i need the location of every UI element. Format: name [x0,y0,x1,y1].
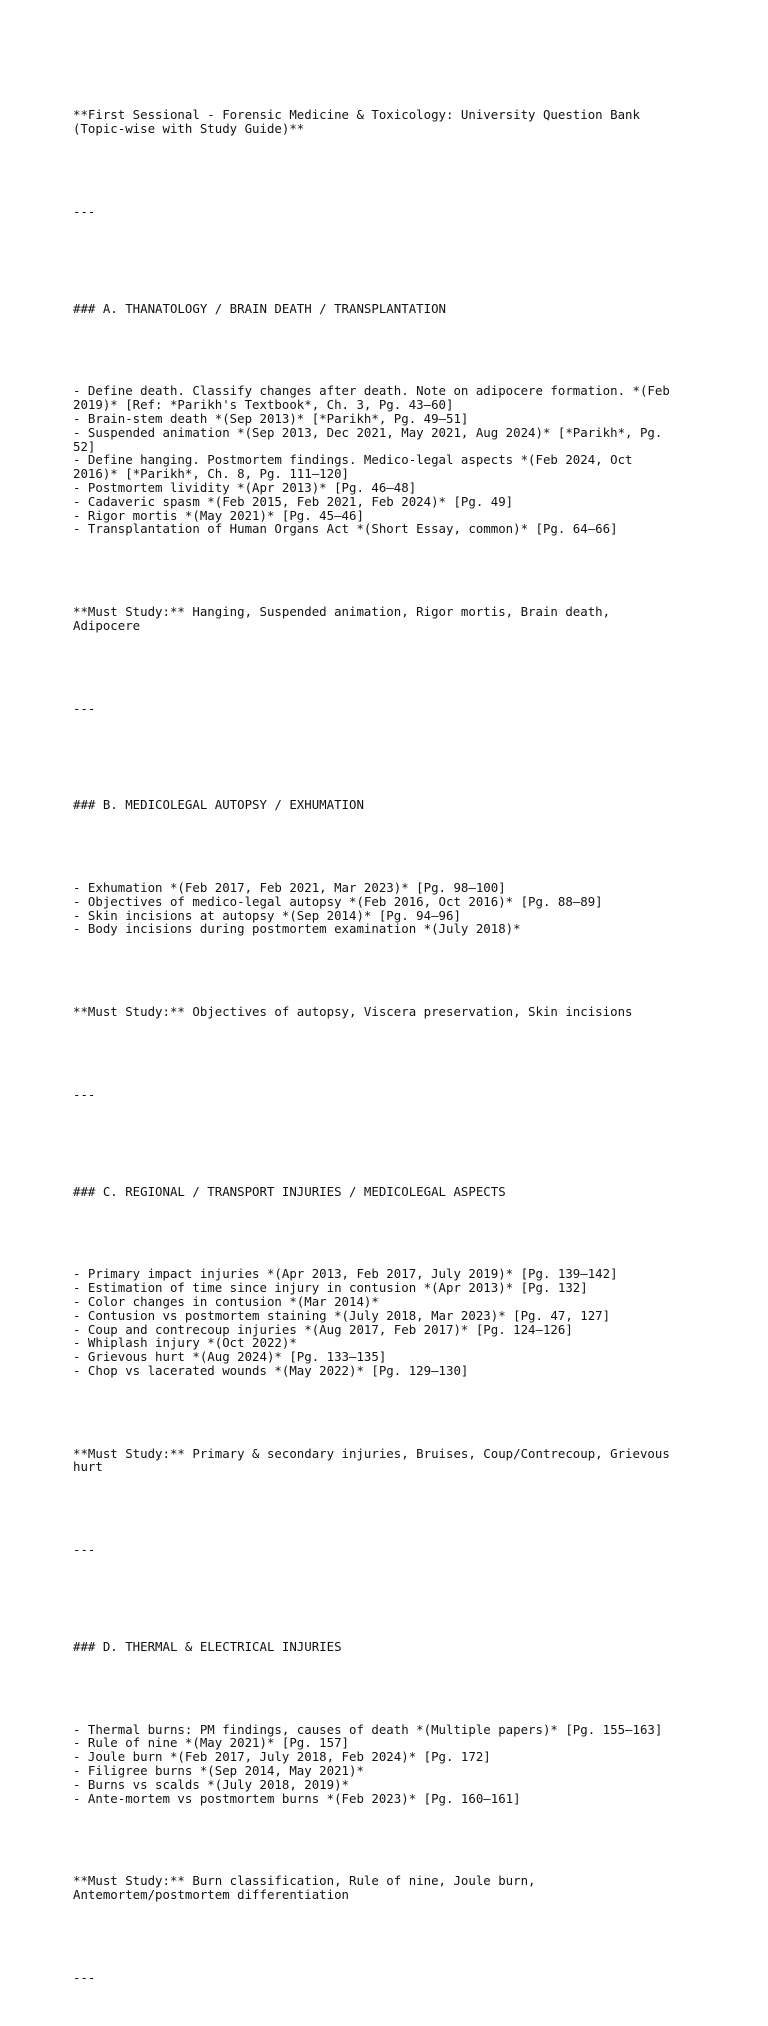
blank-line [73,164,728,178]
must-study-d: **Must Study:** Burn classification, Rule of nine, Joule burn, Antemortem/postmortem differentiation [73,1873,536,1903]
must-study-b: **Must Study:** Objectives of autopsy, Viscera preservation, Skin incisions [73,1004,633,1020]
blank-line [73,1585,728,1599]
blank-line [73,1930,728,1944]
separator: --- [73,1969,96,1985]
blank-line [73,1833,728,1847]
blank-line [73,1681,728,1695]
section-items-c: - Primary impact injuries *(Apr 2013, Feb 2017, July 2019)* [Pg. 139–142] - Estimation of time since injury in contusion *(Apr 2013)* [Pg. 132] - Color changes in contusion *(Mar 2014)* - Contusion vs postmortem staining *(July 2018, Mar 2023)* [Pg. 47, 127] - Coup and contrecoup injuries *(Aug 2017, Feb 2017)* [Pg. 124–126] - Whiplash injury *(Oct 2022)* - Grievous hurt *(Aug 2024)* [Pg. 133–135] - Chop vs lacerated wounds *(May 2022)* [Pg. 129–130] [73,1266,618,1378]
section-heading-c: ### C. REGIONAL / TRANSPORT INJURIES / MEDICOLEGAL ASPECTS [73,1183,506,1199]
section-heading-d: ### D. THERMAL & ELECTRICAL INJURIES [73,1638,342,1654]
separator: --- [73,700,96,716]
document-body [73,67,728,2026]
section-heading-a: ### A. THANATOLOGY / BRAIN DEATH / TRANSPLANTATION [73,300,446,316]
blank-line [73,564,728,578]
must-study-c: **Must Study:** Primary & secondary injuries, Bruises, Coup/Contrecoup, Grievous hurt [73,1445,670,1475]
blank-line [73,343,728,357]
section-items-b: - Exhumation *(Feb 2017, Feb 2021, Mar 2023)* [Pg. 98–100] - Objectives of medico-legal autopsy *(Feb 2016, Oct 2016)* [Pg. 88–89] - Skin incisions at autopsy *(Sep 2014)* [Pg. 94–96] - Body incisions during postmortem examination *(July 2018)* [73,880,603,937]
blank-line [73,1047,728,1061]
separator: --- [73,1086,96,1102]
document-title: **First Sessional - Forensic Medicine & Toxicology: University Question Bank (Topic-wise with Study Guide)** [73,107,640,137]
blank-line [73,660,728,674]
must-study-a: **Must Study:** Hanging, Suspended animation, Rigor mortis, Brain death, Adipocere [73,604,611,633]
blank-line [73,246,728,260]
blank-line [73,840,728,854]
blank-line [73,743,728,757]
blank-line [73,1502,728,1516]
blank-line [73,1226,728,1240]
section-items-d: - Thermal burns: PM findings, causes of death *(Multiple papers)* [Pg. 155–163] - Rule of nine *(May 2021)* [Pg. 157] - Joule burn *(Feb 2017, July 2018, Feb 2024)* [Pg. 172] - Filigree burns *(Sep 2014, May 2021)* - Burns vs scalds *(July 2018, 2019)* - Ante-mortem vs postmortem burns *(Feb 2023)* [Pg. 160–161] [73,1721,663,1806]
separator: --- [73,203,96,219]
blank-line [73,964,728,978]
section-heading-b: ### B. MEDICOLEGAL AUTOPSY / EXHUMATION [73,797,364,813]
section-items-a: - Define death. Classify changes after death. Note on adipocere formation. *(Feb 2019)* [Ref: *Parikh's Textbook*, Ch. 3, Pg. 43–60] - Brain-stem death *(Sep 2013)* [*Parikh*, Pg. 49–51] - Suspended animation *(Sep 2013, Dec 2021, May 2021, Aug 2024)* [*Parikh*, Pg. 52] - Define hanging. Postmortem findings. Medico-legal aspects *(Feb 2024, Oct 2016)* [*Parikh*, Ch. 8, Pg. 111–120] - Postmortem lividity *(Apr 2013)* [Pg. 46–48] - Cadaveric spasm *(Feb 2015, Feb 2021, Feb 2024)* [Pg. 49] - Rigor mortis *(May 2021)* [Pg. 45–46] - Transplantation of Human Organs Act *(Short Essay, common)* [Pg. 64–66] [73,383,670,537]
separator: --- [73,1542,96,1558]
blank-line [73,1405,728,1419]
blank-line [73,1129,728,1143]
